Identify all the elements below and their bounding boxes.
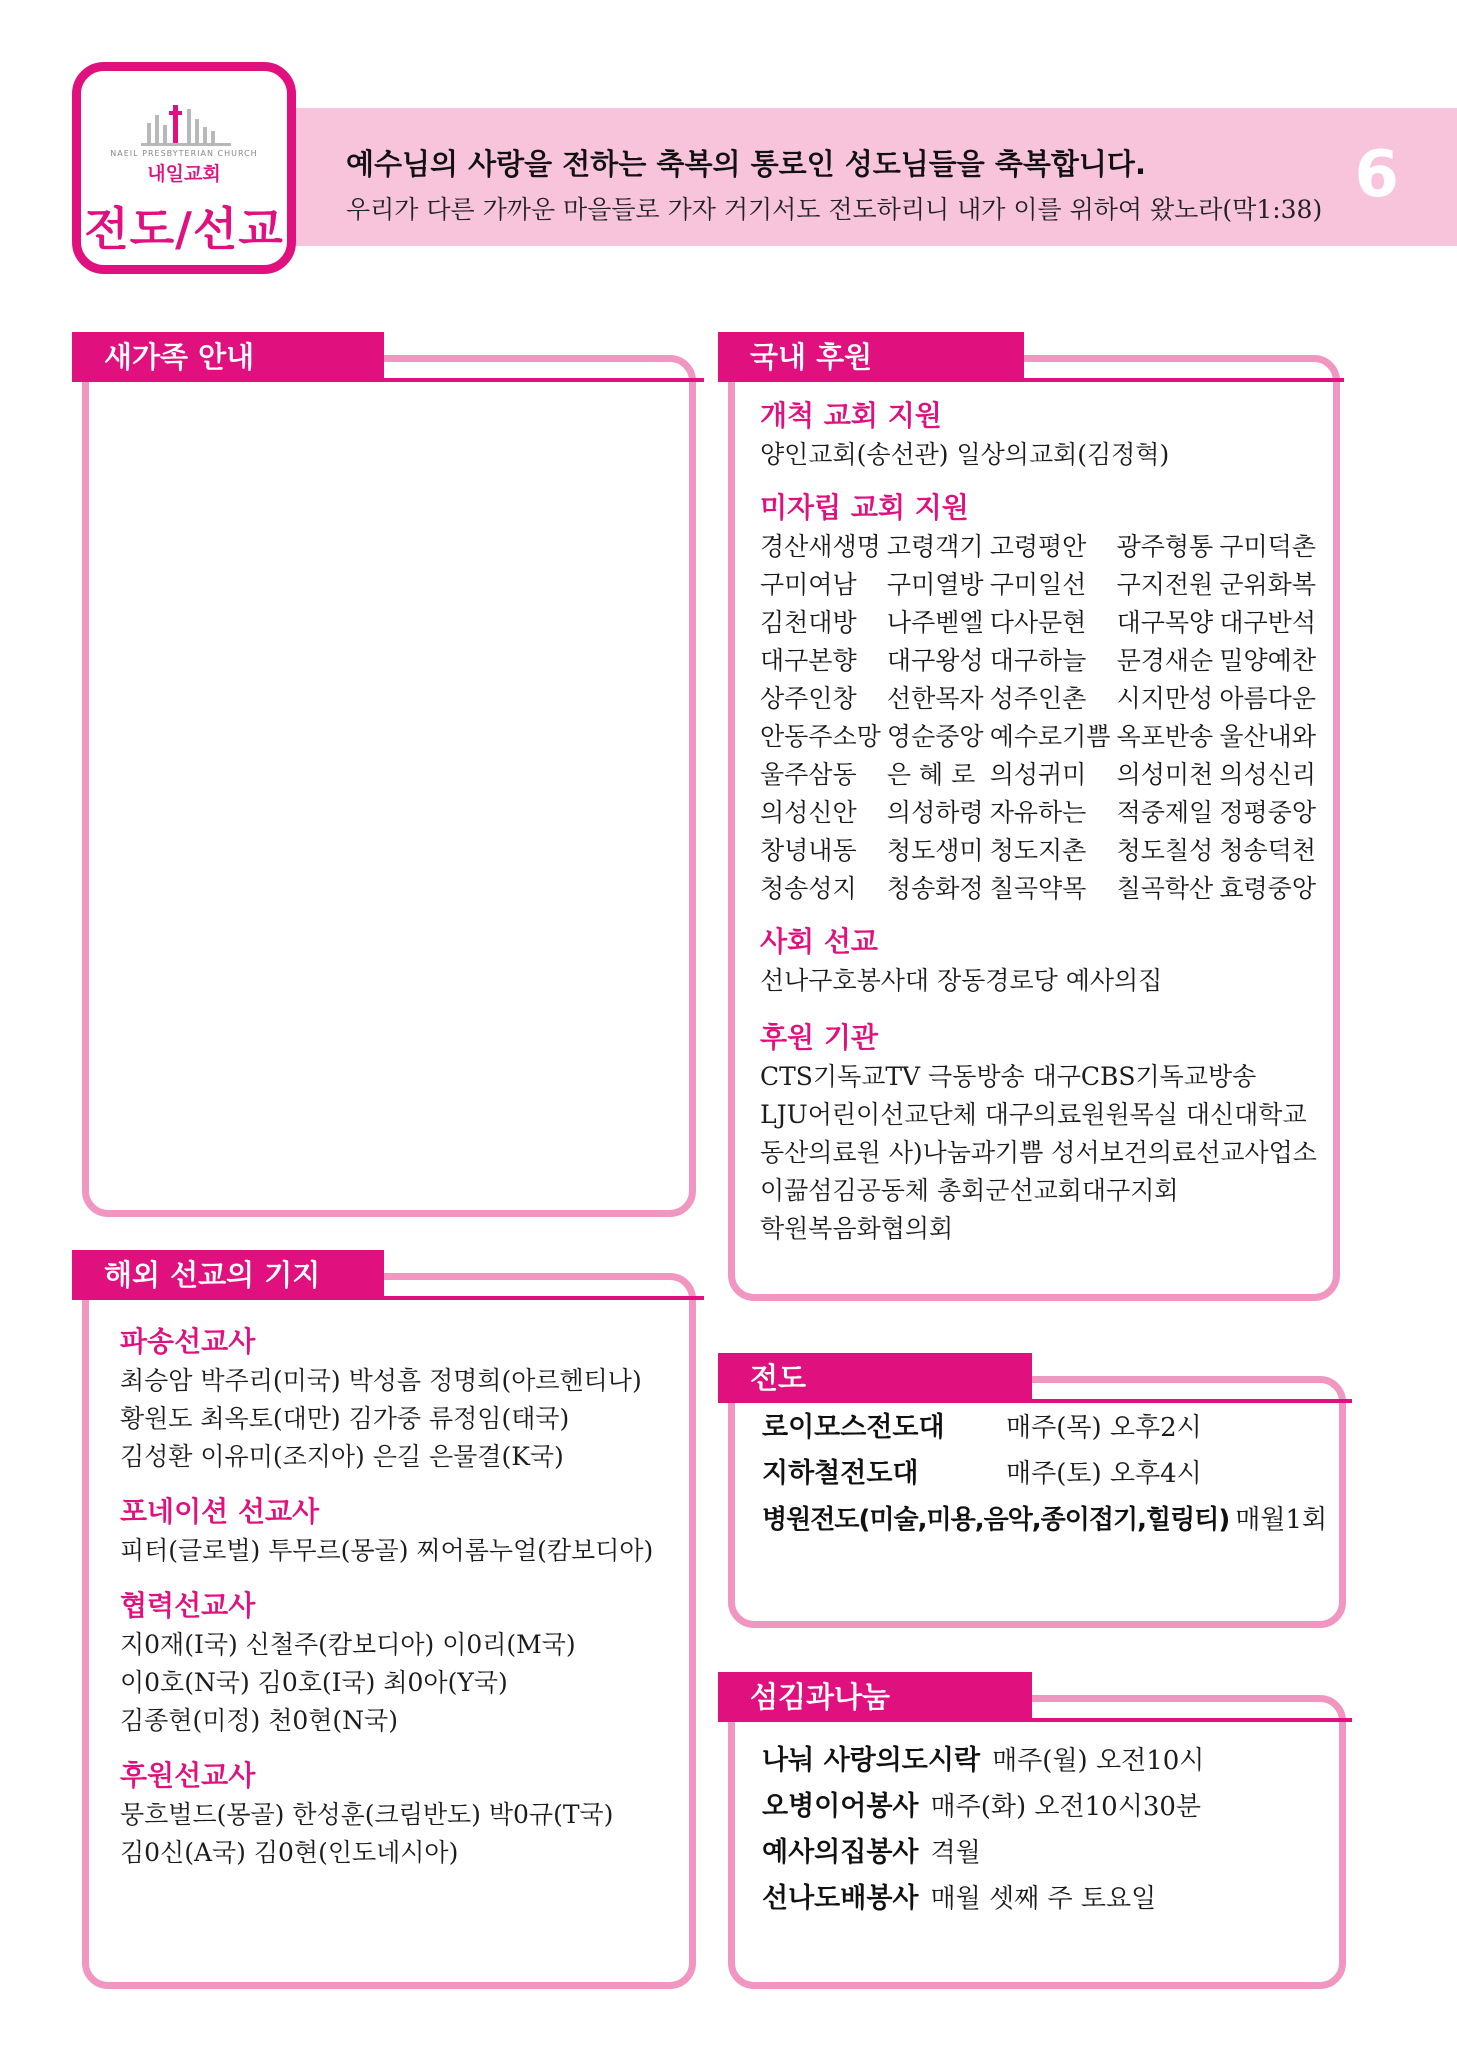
social-mission-line: 선나구호봉사대 장동경로당 예사의집 bbox=[760, 966, 1163, 995]
page-title: 전도/선교 bbox=[84, 202, 284, 256]
tab-overseas-mission: 해외 선교의 기지 bbox=[72, 1250, 384, 1300]
missionary-line: 김성환 이유미(조지아) 은길 은물결(K국) bbox=[120, 1442, 564, 1471]
missionary-line: 황원도 최옥토(대만) 김가중 류정임(태국) bbox=[120, 1404, 570, 1433]
section-heading: 미자립 교회 지원 bbox=[760, 491, 969, 524]
evangelism-name: 병원전도(미술,미용,음악,종이접기,힐링티) bbox=[762, 1505, 1230, 1535]
church-name: 구미일선 bbox=[989, 570, 1087, 599]
church-name: 나주벧엘 bbox=[886, 608, 984, 637]
church-name: 은 혜 로 bbox=[886, 760, 976, 789]
agency-line: 이끎섬김공동체 총회군선교회대구지회 bbox=[760, 1176, 1179, 1205]
church-name: 칠곡약목 bbox=[989, 874, 1087, 903]
missionary-section-supported bbox=[120, 1756, 680, 1872]
church-name: 대구왕성 bbox=[886, 646, 984, 675]
service-time: 매월 셋째 주 토요일 bbox=[930, 1884, 1157, 1914]
church-name: 청송성지 bbox=[760, 874, 857, 903]
service-time: 매주(화) 오전10시30분 bbox=[930, 1792, 1202, 1822]
church-logo-icon bbox=[141, 101, 231, 147]
church-name: 정평중앙 bbox=[1219, 798, 1316, 827]
service-row bbox=[762, 1738, 1342, 1784]
church-name: 의성신리 bbox=[1219, 760, 1316, 789]
church-name: 구지전원 bbox=[1116, 570, 1214, 599]
church-name: 청도지촌 bbox=[989, 836, 1087, 865]
header-band bbox=[296, 108, 1457, 246]
church-name: 선한목자 bbox=[886, 684, 984, 713]
church-name: 아름다운 bbox=[1219, 684, 1316, 713]
church-name: 대구목양 bbox=[1116, 608, 1214, 637]
missionary-section-partner bbox=[120, 1586, 680, 1740]
service-row bbox=[762, 1830, 1342, 1876]
logo-small-text: NAEIL PRESBYTERIAN CHURCH bbox=[110, 149, 258, 158]
evangelism-content bbox=[762, 1405, 1342, 1543]
logo-box bbox=[72, 62, 296, 274]
service-name: 선나도배봉사 bbox=[762, 1883, 919, 1914]
missionary-line: 지0재(I국) 신철주(캄보디아) 이0리(M국) bbox=[120, 1630, 576, 1659]
church-name: 효령중앙 bbox=[1219, 874, 1316, 903]
church-name: 의성귀미 bbox=[989, 760, 1087, 789]
church-name: 대구하늘 bbox=[989, 646, 1087, 675]
agency-line: LJU어린이선교단체 대구의료원원목실 대신대학교 bbox=[760, 1100, 1307, 1129]
missionary-line: 이0호(N국) 김0호(I국) 최0아(Y국) bbox=[120, 1668, 508, 1697]
church-name: 상주인창 bbox=[760, 684, 857, 713]
service-time: 매주(월) 오전10시 bbox=[992, 1746, 1205, 1776]
evangelism-name: 지하철전도대 bbox=[762, 1458, 919, 1489]
service-name: 나눠 사랑의도시락 bbox=[762, 1745, 981, 1776]
tab-evangelism: 전도 bbox=[718, 1353, 1032, 1403]
church-name: 다사문현 bbox=[989, 608, 1087, 637]
church-name: 구미덕촌 bbox=[1219, 532, 1316, 561]
section-heading: 협력선교사 bbox=[120, 1589, 256, 1622]
church-name: 김천대방 bbox=[760, 608, 857, 637]
overseas-content bbox=[120, 1322, 680, 1872]
missionary-line: 최승암 박주리(미국) 박성흠 정명희(아르헨티나) bbox=[120, 1366, 642, 1395]
missionary-line: 김종현(미정) 천0현(N국) bbox=[120, 1706, 398, 1735]
page-number: 6 bbox=[1354, 138, 1399, 212]
missionary-section-sent bbox=[120, 1322, 680, 1476]
evangelism-time: 매주(목) 오후2시 bbox=[1006, 1413, 1202, 1443]
church-name: 고령평안 bbox=[989, 532, 1087, 561]
section-heading: 후원선교사 bbox=[120, 1759, 256, 1792]
evangelism-name: 로이모스전도대 bbox=[762, 1412, 945, 1443]
church-name: 울산내와 bbox=[1219, 722, 1316, 751]
church-name: 시지만성 bbox=[1116, 684, 1214, 713]
church-name: 옥포반송 bbox=[1116, 722, 1214, 751]
small-church-grid bbox=[760, 528, 1316, 908]
evangelism-row bbox=[762, 1451, 1342, 1497]
tab-domestic-support: 국내 후원 bbox=[718, 332, 1024, 382]
header-blessing: 예수님의 사랑을 전하는 축복의 통로인 성도님들을 축복합니다. bbox=[346, 147, 1146, 181]
tab-new-family: 새가족 안내 bbox=[72, 332, 384, 382]
logo-church-name: 내일교회 bbox=[147, 163, 221, 185]
missionary-line: 김0신(A국) 김0현(인도네시아) bbox=[120, 1838, 459, 1867]
church-name: 청송화정 bbox=[886, 874, 984, 903]
church-name: 의성하령 bbox=[886, 798, 984, 827]
church-name: 울주삼동 bbox=[760, 760, 857, 789]
domestic-content bbox=[760, 396, 1316, 1248]
evangelism-time: 매월1회 bbox=[1235, 1505, 1328, 1535]
new-family-box bbox=[82, 355, 696, 1217]
agency-line: 학원복음화협의회 bbox=[760, 1214, 954, 1243]
agency-line: 동산의료원 사)나눔과기쁨 성서보건의료선교사업소 bbox=[760, 1138, 1317, 1167]
church-name: 창녕내동 bbox=[760, 836, 857, 865]
section-heading: 파송선교사 bbox=[120, 1325, 256, 1358]
section-heading: 포네이션 선교사 bbox=[120, 1495, 320, 1528]
service-row bbox=[762, 1784, 1342, 1830]
pioneer-church-line: 양인교회(송선관) 일상의교회(김정혁) bbox=[760, 440, 1170, 469]
evangelism-row bbox=[762, 1497, 1342, 1543]
service-row bbox=[762, 1876, 1342, 1922]
church-name: 청도칠성 bbox=[1116, 836, 1214, 865]
church-name: 밀양예찬 bbox=[1219, 646, 1316, 675]
evangelism-row bbox=[762, 1405, 1342, 1451]
missionary-line: 피터(글로벌) 투무르(몽골) 찌어롬누얼(캄보디아) bbox=[120, 1536, 654, 1565]
church-name: 자유하는 bbox=[989, 798, 1087, 827]
church-name: 안동주소망 bbox=[760, 722, 881, 751]
church-name: 군위화복 bbox=[1219, 570, 1316, 599]
agency-line: CTS기독교TV 극동방송 대구CBS기독교방송 bbox=[760, 1062, 1257, 1091]
header-verse: 우리가 다른 가까운 마을들로 가자 거기서도 전도하리니 내가 이를 위하여 왔노라(막1:38) bbox=[346, 195, 1323, 224]
church-name: 영순중앙 bbox=[886, 722, 984, 751]
section-heading: 개척 교회 지원 bbox=[760, 399, 942, 432]
service-time: 격월 bbox=[930, 1838, 981, 1868]
church-name: 문경새순 bbox=[1116, 646, 1214, 675]
church-name: 고령객기 bbox=[886, 532, 984, 561]
section-heading: 후원 기관 bbox=[760, 1021, 878, 1054]
church-name: 의성미천 bbox=[1116, 760, 1214, 789]
church-name: 대구본향 bbox=[760, 646, 857, 675]
church-name: 대구반석 bbox=[1219, 608, 1316, 637]
church-name: 의성신안 bbox=[760, 798, 857, 827]
church-name: 적중제일 bbox=[1116, 798, 1214, 827]
missionary-section-donation bbox=[120, 1492, 680, 1570]
church-name: 경산새생명 bbox=[760, 532, 881, 561]
church-name: 구미열방 bbox=[886, 570, 984, 599]
church-name: 청도생미 bbox=[886, 836, 984, 865]
church-name: 성주인촌 bbox=[989, 684, 1087, 713]
tab-service-sharing: 섬김과나눔 bbox=[718, 1672, 1032, 1722]
service-name: 오병이어봉사 bbox=[762, 1791, 919, 1822]
section-heading: 사회 선교 bbox=[760, 925, 878, 958]
church-name: 칠곡학산 bbox=[1116, 874, 1214, 903]
service-content bbox=[762, 1738, 1342, 1922]
church-name: 구미여남 bbox=[760, 570, 857, 599]
church-name: 청송덕천 bbox=[1219, 836, 1316, 865]
missionary-line: 뭉흐벌드(몽골) 한성훈(크림반도) 박0규(T국) bbox=[120, 1800, 614, 1829]
service-name: 예사의집봉사 bbox=[762, 1837, 919, 1868]
church-name: 광주형통 bbox=[1116, 532, 1214, 561]
church-name: 예수로기쁨 bbox=[989, 722, 1111, 751]
evangelism-time: 매주(토) 오후4시 bbox=[1006, 1459, 1202, 1489]
